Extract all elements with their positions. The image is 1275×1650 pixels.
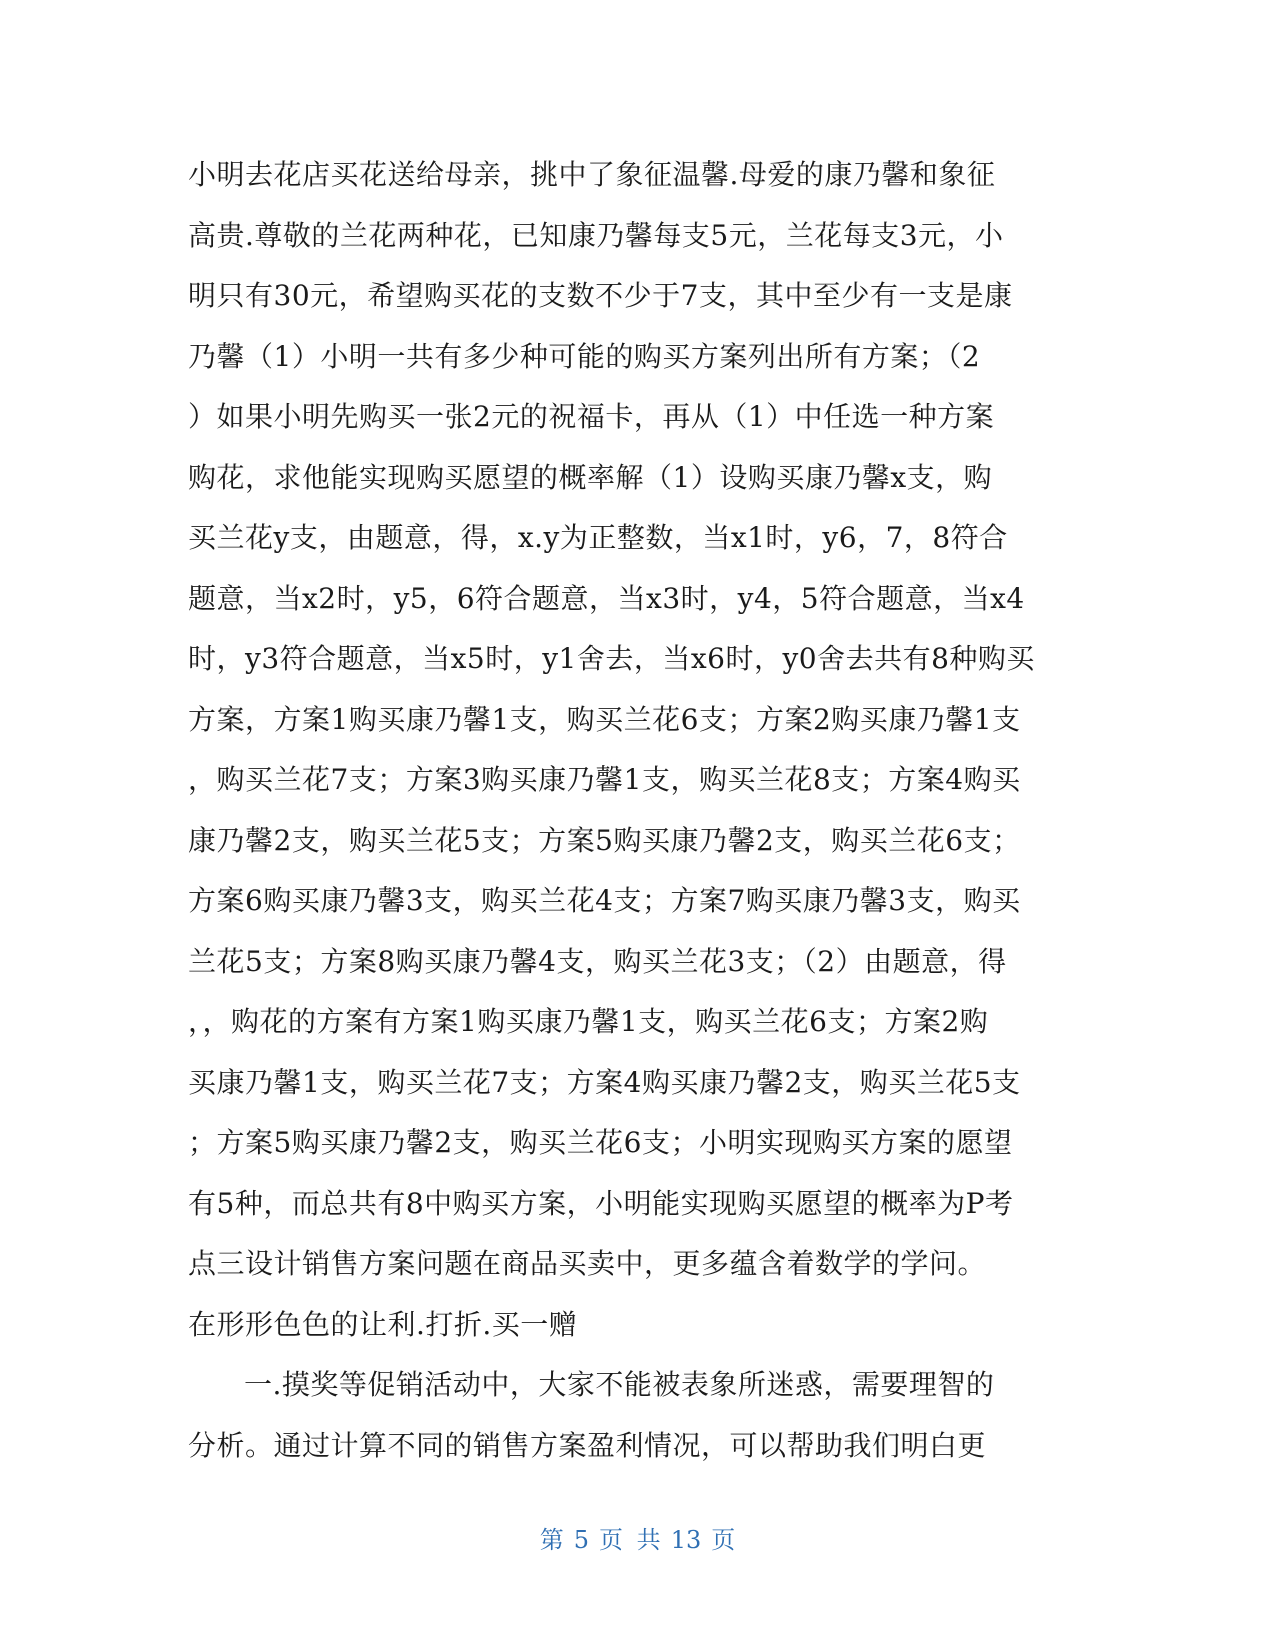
text-line: 方案6购买康乃馨3支，购买兰花4支；方案7购买康乃馨3支，购买 [188,884,1021,917]
text-line: 题意，当x2时，y5，6符合题意，当x3时，y4，5符合题意，当x4 [188,581,1025,615]
page-label-prefix: 第 [539,1526,564,1554]
page-label-mid: 页 共 [599,1526,661,1554]
text-line: 购花，求他能实现购买愿望的概率解（1）设购买康乃馨x支，购 [188,460,993,494]
text-line: 时，y3符合题意，当x5时，y1舍去，当x6时，y0舍去共有8种购买 [188,642,1035,675]
text-line: 买兰花y支，由题意，得，x.y为正整数，当x1时，y6，7，8符合 [188,521,1008,554]
text-line: 小明去花店买花送给母亲，挑中了象征温馨.母爱的康乃馨和象征 [188,158,996,191]
text-line: 有5种，而总共有8中购买方案，小明能实现购买愿望的概率为P考 [188,1186,1014,1220]
page-label-suffix: 页 [711,1526,736,1554]
current-page-number: 5 [573,1526,590,1554]
paragraph-first-line: 一.摸奖等促销活动中，大家不能被表象所迷惑，需要理智的 [244,1368,995,1401]
total-pages-number: 13 [670,1526,702,1554]
text-line: 分析。通过计算不同的销售方案盈利情况，可以帮助我们明白更 [188,1428,987,1462]
text-line: 康乃馨2支，购买兰花5支；方案5购买康乃馨2支，购买兰花6支； [188,823,1021,857]
text-line: 高贵.尊敬的兰花两种花，已知康乃馨每支5元，兰花每支3元，小 [188,218,1004,252]
text-line: 买康乃馨1支，购买兰花7支；方案4购买康乃馨2支，购买兰花5支 [188,1065,1021,1099]
page-footer [0,1520,1275,1555]
text-line: ，购买兰花7支；方案3购买康乃馨1支，购买兰花8支；方案4购买 [188,763,1021,796]
text-line: ，，购花的方案有方案1购买康乃馨1支，购买兰花6支；方案2购 [188,1005,989,1038]
body-text [188,145,1088,1476]
text-line: 在形形色色的让利.打折.买一赠 [188,1307,578,1341]
text-line: ；方案5购买康乃馨2支，购买兰花6支；小明实现购买方案的愿望 [188,1126,1013,1159]
text-line: 乃馨（1）小明一共有多少种可能的购买方案列出所有方案；（2 [188,339,981,373]
text-line: 点三设计销售方案问题在商品买卖中，更多蕴含着数学的学问。 [188,1247,987,1280]
text-line: 兰花5支；方案8购买康乃馨4支，购买兰花3支；（2）由题意，得 [188,944,1007,978]
text-line: 方案，方案1购买康乃馨1支，购买兰花6支；方案2购买康乃馨1支 [188,702,1021,736]
text-line: 明只有30元，希望购买花的支数不少于7支，其中至少有一支是康 [188,279,1013,312]
text-line: ）如果小明先购买一张2元的祝福卡，再从（1）中任选一种方案 [188,400,995,433]
